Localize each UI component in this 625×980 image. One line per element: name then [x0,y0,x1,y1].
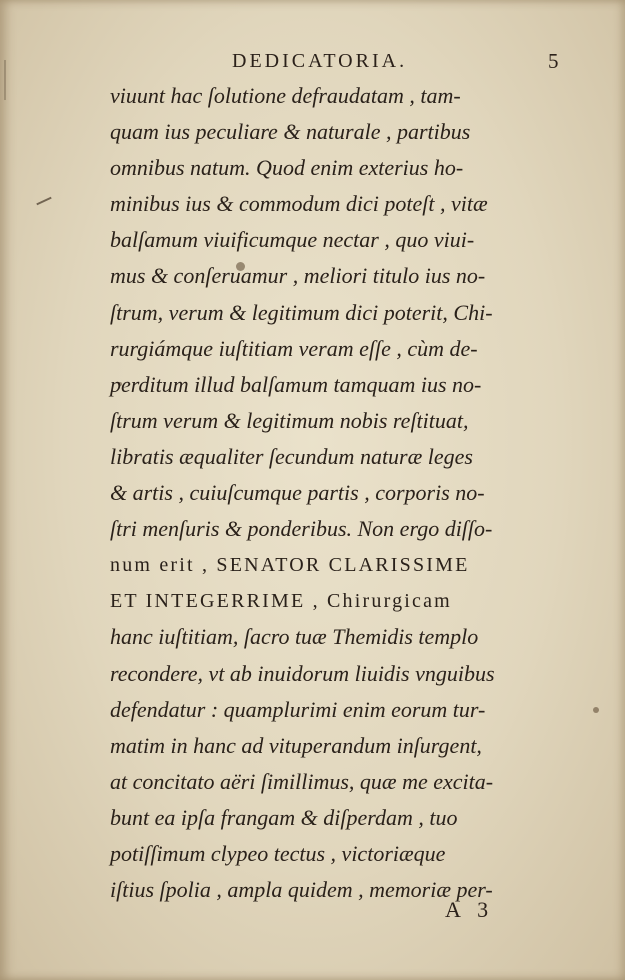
text-line: iſtius ſpolia , ampla quidem , memoriæ per- [110,877,493,903]
text-line: libratis æqualiter ſecundum naturæ leges [110,443,473,469]
text-line-caps: num erit , SENATOR CLARISSIME [110,554,470,577]
text-line: bunt ea ipſa frangam & diſperdam , tuo [110,804,458,830]
text-line: minibus ius & commodum dici poteſt , vitæ [110,191,488,217]
text-line: perditum illud balſamum tamquam ius no- [110,371,482,397]
text-line: ſtri menſuris & ponderibus. Non ergo diſſo- [110,516,493,542]
page-number: 5 [548,49,559,73]
running-title: DEDICATORIA. [232,50,408,72]
text-line: mus & conſeruamur , meliori titulo ius no- [110,263,486,289]
text-line: ſtrum verum & legitimum nobis reſtituat, [110,407,469,433]
body-text [110,78,565,908]
signature-mark: A 3 [445,897,495,922]
text-line-caps: ET INTEGERRIME , Chirurgicam [110,590,452,613]
text-line: defendatur : quamplurimi enim eorum tur- [110,696,486,722]
text-line: matim in hanc ad vituperandum inſurgent, [110,732,482,758]
page-edge-mark [36,197,51,206]
text-line: at concitato aëri ſimillimus, quæ me excita- [110,768,494,794]
text-line: hanc iuſtitiam, ſacro tuæ Themidis templo [110,624,479,650]
text-line: & artis , cuiuſcumque partis , corporis no- [110,480,485,506]
ink-blot [593,707,599,713]
text-line: balſamum viuificumque nectar , quo viui- [110,227,475,253]
text-line: viuunt hac ſolutione defraudatam , tam- [110,83,461,108]
text-line: ſtrum, verum & legitimum dici poterit, Chi- [110,299,493,325]
page-edge-mark [4,60,6,100]
text-line: omnibus natum. Quod enim exterius ho- [110,155,464,181]
text-line: recondere, vt ab inuidorum liuidis vnguibus [110,660,495,686]
text-line: potiſſimum clypeo tectus , victoriæque [110,840,446,866]
text-line: quam ius peculiare & naturale , partibus [110,119,471,145]
text-line: rurgiámque iuſtitiam veram eſſe , cùm de- [110,335,478,361]
